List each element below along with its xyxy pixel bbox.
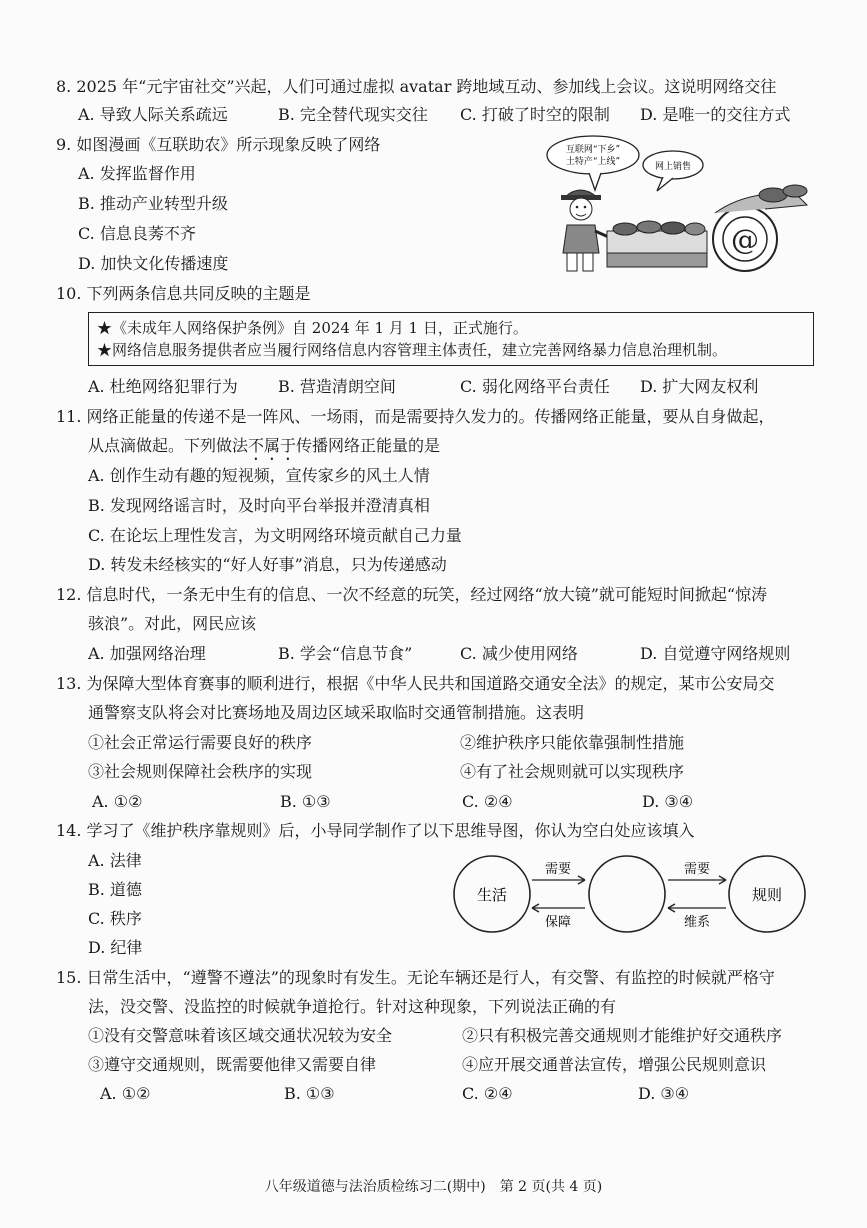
q11-stem-line2: 从点滴做起。下列做法不属于传播网络正能量的是: [88, 436, 441, 455]
cartoon-bubble2: 网上销售: [654, 162, 692, 172]
q14-option-d: D. 纪律: [88, 938, 143, 957]
q12-option-b: B. 学会“信息节食”: [278, 644, 413, 663]
q8-option-a: A. 导致人际关系疏远: [78, 105, 228, 124]
q11-option-b: B. 发现网络谣言时，及时向平台举报并澄清真相: [88, 496, 430, 515]
mindmap-arrow-top-left: 需要: [544, 862, 572, 877]
q10-stem: 10. 下列两条信息共同反映的主题是: [56, 284, 311, 303]
q11-option-a: A. 创作生动有趣的短视频，宣传家乡的风土人情: [88, 466, 430, 485]
cartoon-bubble1-line1: 互联网“下乡”: [565, 145, 621, 155]
q15-option-b: B. ①③: [284, 1084, 335, 1103]
q8-option-c: C. 打破了时空的限制: [460, 105, 610, 124]
q10-option-d: D. 扩大网友权利: [640, 377, 759, 396]
mindmap-arrow-bottom-right: 维系: [683, 915, 711, 930]
q14-option-a: A. 法律: [88, 851, 142, 870]
q15-option-d: D. ③④: [638, 1084, 690, 1103]
q10-option-b: B. 营造清朗空间: [278, 377, 396, 396]
q15-statement-4: ④应开展交通普法宣传，增强公民规则意识: [462, 1055, 767, 1074]
q9-option-a: A. 发挥监督作用: [78, 164, 196, 183]
svg-text:@: @: [731, 223, 759, 256]
q14-mind-map: [452, 848, 812, 948]
q9-option-d: D. 加快文化传播速度: [78, 254, 229, 273]
q15-statement-2: ②只有积极完善交通规则才能维护好交通秩序: [462, 1026, 783, 1045]
farmer-figure: [561, 190, 613, 271]
q15-stem-line1: 15. 日常生活中，“遵警不遵法”的现象时有发生。无论车辆还是行人，有交警、有监控的时候就严格守: [56, 968, 775, 987]
mindmap-left-label: 生活: [476, 886, 508, 904]
q11-option-c: C. 在论坛上理性发言，为文明网络环境贡献自己力量: [88, 526, 462, 545]
q14-option-b: B. 道德: [88, 880, 142, 899]
q13-statement-3: ③社会规则保障社会秩序的实现: [88, 762, 313, 781]
q9-option-c: C. 信息良莠不齐: [78, 224, 196, 243]
q13-statement-1: ①社会正常运行需要良好的秩序: [88, 733, 313, 752]
q15-option-a: A. ①②: [100, 1084, 151, 1103]
q9-cartoon: [545, 135, 815, 275]
q10-info-line-1: ★《未成年人网络保护条例》自 2024 年 1 月 1 日，正式施行。: [97, 319, 528, 337]
q9-stem: 9. 如图漫画《互联助农》所示现象反映了网络: [56, 135, 381, 154]
q14-option-c: C. 秩序: [88, 909, 142, 928]
q8-option-d: D. 是唯一的交往方式: [640, 105, 791, 124]
q13-option-a: A. ①②: [92, 792, 143, 811]
q13-option-d: D. ③④: [642, 792, 694, 811]
q10-info-box: [88, 312, 814, 366]
page-footer: 八年级道德与法治质检练习二(期中) 第 2 页(共 4 页): [264, 1179, 603, 1195]
q11-stem-line1: 11. 网络正能量的传递不是一阵风、一场雨，而是需要持久发力的。传播网络正能量，要从自身做起，: [56, 407, 775, 426]
q13-option-c: C. ②④: [462, 792, 513, 811]
q13-statement-4: ④有了社会规则就可以实现秩序: [460, 762, 685, 781]
q15-statement-1: ①没有交警意味着该区域交通状况较为安全: [88, 1026, 393, 1045]
cartoon-bubble1-line2: 土特产“上线”: [565, 157, 621, 167]
q8-stem: 8. 2025 年“元宇宙社交”兴起，人们可通过虚拟 avatar 跨地域互动、参加线上会议。这说明网络交往: [56, 77, 777, 96]
q13-statement-2: ②维护秩序只能依靠强制性措施: [460, 733, 685, 752]
mindmap-arrow-top-right: 需要: [683, 862, 711, 877]
q12-option-a: A. 加强网络治理: [88, 644, 206, 663]
q12-stem-line2: 骇浪”。对此，网民应该: [88, 614, 257, 633]
q15-statement-3: ③遵守交通规则，既需要他律又需要自律: [88, 1055, 377, 1074]
q13-option-b: B. ①③: [280, 792, 331, 811]
q12-stem-line1: 12. 信息时代，一条无中生有的信息、一次不经意的玩笑，经过网络“放大镜”就可能短时间掀起“惊涛: [56, 585, 768, 604]
produce-cart: [607, 221, 707, 267]
at-symbol-icon: [713, 185, 807, 271]
q15-option-c: C. ②④: [462, 1084, 513, 1103]
q11-emphasis: 不属于: [248, 436, 297, 455]
q11-option-d: D. 转发未经核实的“好人好事”消息，只为传递感动: [88, 555, 447, 574]
q13-stem-line1: 13. 为保障大型体育赛事的顺利进行，根据《中华人民共和国道路交通安全法》的规定，某市公安局交: [56, 674, 775, 693]
q9-option-b: B. 推动产业转型升级: [78, 194, 228, 213]
mindmap-right-label: 规则: [751, 886, 783, 904]
q14-stem: 14. 学习了《维护秩序靠规则》后，小导同学制作了以下思维导图，你认为空白处应该填入: [56, 821, 695, 840]
q10-option-c: C. 弱化网络平台责任: [460, 377, 610, 396]
q10-option-a: A. 杜绝网络犯罪行为: [88, 377, 238, 396]
q12-option-d: D. 自觉遵守网络规则: [640, 644, 791, 663]
q12-option-c: C. 减少使用网络: [460, 644, 578, 663]
mindmap-node-blank: [589, 856, 665, 932]
q13-stem-line2: 通警察支队将会对比赛场地及周边区域采取临时交通管制措施。这表明: [88, 703, 585, 722]
q15-stem-line2: 法，没交警、没监控的时候就争道抢行。针对这种现象，下列说法正确的有: [88, 997, 617, 1016]
q8-option-b: B. 完全替代现实交往: [278, 105, 428, 124]
q10-info-line-2: ★网络信息服务提供者应当履行网络信息内容管理主体责任，建立完善网络暴力信息治理机制。: [97, 341, 728, 359]
mindmap-arrow-bottom-left: 保障: [544, 915, 572, 930]
